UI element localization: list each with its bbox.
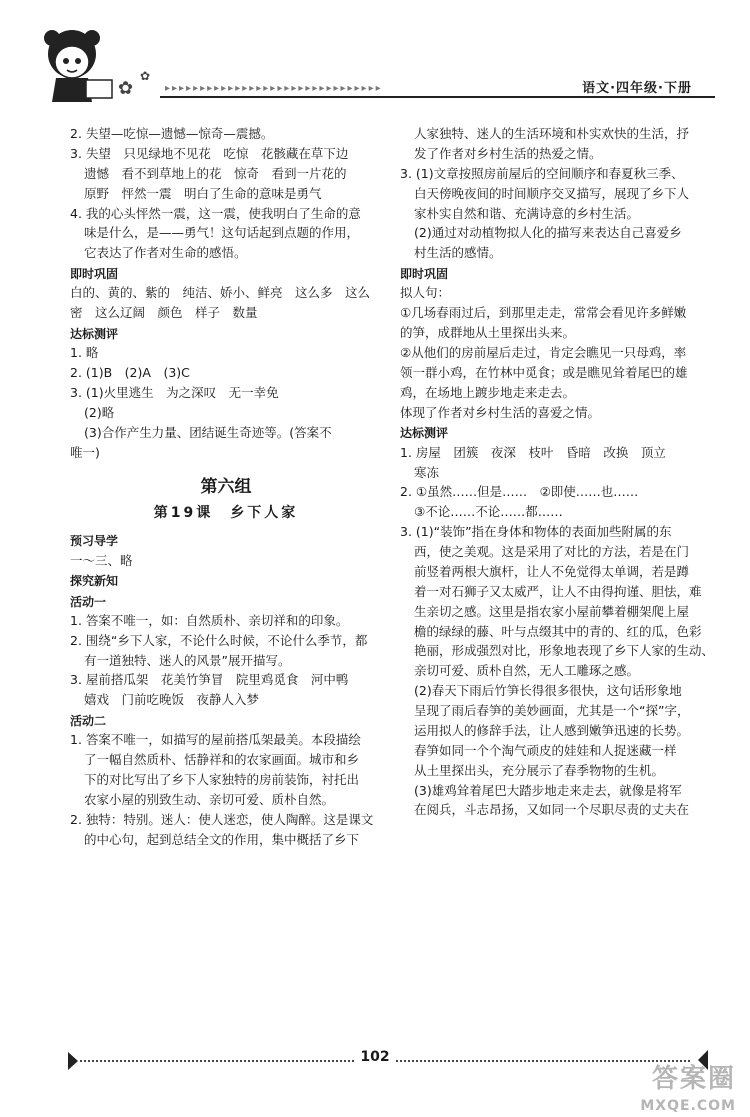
watermark-domain: MXQE.COM (640, 1098, 736, 1115)
section-heading: 即时巩固 (400, 267, 449, 282)
subject-label: 语文·四年级·下册 (582, 81, 692, 96)
answer-line: 下的对比写出了乡下人家独特的房前装饰，衬托出 (84, 772, 360, 788)
answer-line: 有一道独特、迷人的风景”展开描写。 (84, 652, 291, 668)
answer-line: 1. 答案不唯一，如：自然质朴、亲切祥和的印象。 (70, 612, 349, 628)
answer-line: 唯一) (70, 444, 100, 460)
answer-line: (2)春天下雨后竹笋长得很多很快，这句话形象地 (414, 683, 682, 699)
answer-line: 白的、黄的、紫的 纯洁、娇小、鲜亮 这么多 这么 (70, 285, 371, 301)
left-column (70, 126, 382, 852)
answer-line: 着一对石狮子又太威严，让人不由得拘谨、胆怯，难 (414, 583, 702, 599)
answer-line: 3. 失望 只见绿地不见花 吃惊 花骸藏在草下边 (70, 145, 349, 161)
answer-line: (3)合作产生力量、团结诞生奇迹等。(答案不 (84, 424, 332, 440)
answer-line: 的中心句，起到总结全文的作用，集中概括了乡下 (84, 831, 360, 847)
answer-line: 2. 围绕“乡下人家，不论什么时候，不论什么季节，都 (70, 632, 368, 648)
answer-line: 了一幅自然质朴、恬静祥和的农家画面。城市和乡 (84, 752, 360, 768)
section-heading: 达标测评 (400, 426, 449, 441)
answer-line: 从土里探出头，充分展示了春季物物的生机。 (414, 762, 665, 778)
answer-line: 发了作者对乡村生活的热爱之情。 (414, 145, 602, 161)
watermark-text: 答案圈 (651, 1064, 736, 1094)
group-title: 第六组 (200, 476, 252, 497)
activity-heading: 活动一 (70, 594, 107, 609)
answer-line: 3. (1)文章按照房前屋后的空间顺序和春夏秋三季、 (400, 165, 684, 181)
svg-text:✿: ✿ (140, 69, 151, 83)
answer-line: ②从他们的房前屋后走过，肯定会瞧见一只母鸡，率 (400, 344, 687, 360)
answer-line: 2. 失望—吃惊—遗憾—惊奇—震撼。 (70, 126, 274, 141)
answer-line: 体现了作者对乡村生活的喜爱之情。 (400, 404, 601, 420)
answer-line: 艳丽，形成强烈对比，形象地表现了乡下人家的生动、 (414, 643, 715, 659)
answer-line: 檐的绿绿的藤、叶与点缀其中的青的、红的瓜，色彩 (414, 623, 702, 639)
answer-line: 人家独特、迷人的生活环境和朴实欢快的生活，抒 (414, 126, 690, 141)
answer-line: 农家小屋的别致生动、亲切可爱、质朴自然。 (84, 791, 335, 807)
answer-line: 3. (1)火里逃生 为之深叹 无一幸免 (70, 385, 279, 400)
answer-line: 2. 独特：特别。迷人：使人迷恋，使人陶醉。这是课文 (70, 811, 374, 827)
answer-line: 1. 答案不唯一，如描写的屋前搭瓜架最美。本段描绘 (70, 732, 361, 748)
answer-line: 亲切可爱、质朴自然，无人工雕琢之感。 (414, 663, 640, 679)
answer-line: 家朴实自然和谐、充满诗意的乡村生活。 (414, 205, 640, 221)
answer-line: 寒冻 (414, 464, 440, 480)
answer-line: 遗憾 看不到草地上的花 惊奇 看到一片花的 (84, 165, 347, 181)
answer-line: (2)略 (84, 404, 115, 420)
right-column (400, 126, 716, 822)
answer-line: 3. 屋前搭瓜架 花美竹笋冒 院里鸡觅食 河中鸭 (70, 672, 349, 688)
answer-line: (2)通过对动植物拟人化的描写来表达自己喜爱乡 (414, 225, 682, 241)
activity-heading: 活动二 (70, 714, 107, 729)
footer-arrow-icon (66, 1050, 80, 1072)
page-footer (0, 1040, 750, 1080)
answer-line: ①几场春雨过后，到那里走走，常常会看见许多鲜嫩 (400, 305, 687, 321)
lesson-title: 第19课 乡下人家 (153, 505, 299, 522)
answer-line: 村生活的感情。 (414, 245, 502, 261)
answer-line: 春笋如同一个个淘气顽皮的娃娃和人捉迷藏一样 (414, 742, 677, 758)
answer-line: 领一群小鸡，在竹林中觅食；或是瞧见耸着尾巴的雄 (400, 364, 688, 380)
site-watermark (640, 1062, 736, 1116)
answer-line: 白天傍晚夜间的时间顺序交叉描写，展现了乡下人 (414, 185, 690, 201)
answer-line: 1. 略 (70, 345, 99, 361)
section-heading: 探究新知 (70, 574, 119, 589)
answer-line: 1. 房屋 团簇 夜深 枝叶 昏暗 改换 顶立 (400, 444, 666, 460)
header-decor-arrows: ▸▸▸▸▸▸▸▸▸▸▸▸▸▸▸▸▸▸▸▸▸▸▸▸▸▸▸▸▸▸▸ (165, 83, 383, 94)
answer-line: 味是什么，是——勇气！这句话起到点题的作用， (84, 225, 360, 241)
mascot-cartoon-girl-icon (22, 24, 172, 114)
answer-line: 前竖着两根大旗杆，让人不免觉得太单调，若是蹲 (414, 563, 690, 579)
page-number: 102 (355, 1048, 395, 1067)
section-heading: 即时巩固 (70, 267, 119, 282)
answer-line: 原野 怦然一震 明白了生命的意味是勇气 (84, 185, 322, 201)
answer-line: 在阅兵，斗志昂扬，又如同一个尽职尽责的丈夫在 (414, 802, 690, 818)
answer-line: 呈现了雨后春笋的美妙画面，尤其是一个“探”字， (414, 703, 690, 718)
answer-line: 的笋，成群地从土里探出头来。 (400, 325, 576, 341)
answer-line: 2. ①虽然……但是…… ②即使……也…… (400, 484, 639, 500)
svg-text:✿: ✿ (118, 78, 134, 99)
answer-line: 2. (1)B (2)A (3)C (70, 365, 190, 381)
answer-line: 嬉戏 门前吃晚饭 夜静人入梦 (84, 692, 260, 708)
answer-line: 生亲切之感。这里是指农家小屋前攀着棚架爬上屋 (414, 603, 690, 619)
answer-line: ③不论……不论……都…… (414, 504, 563, 520)
section-heading: 达标测评 (70, 327, 119, 342)
answer-line: 3. (1)“装饰”指在身体和物体的表面加些附属的东 (400, 524, 672, 540)
answer-line: 西，使之美观。这是采用了对比的方法，若是在门 (414, 544, 690, 559)
answer-line: 密 这么辽阔 颜色 样子 数量 (70, 305, 258, 321)
page-header (0, 0, 750, 120)
answer-line: 拟人句： (400, 285, 451, 301)
answer-line: 4. 我的心头怦然一震，这一震，使我明白了生命的意 (70, 205, 361, 221)
section-heading: 预习导学 (70, 534, 119, 549)
answer-line: 一～三、略 (70, 552, 133, 568)
answer-line: (3)雄鸡耸着尾巴大踏步地走来走去，就像是将军 (414, 782, 682, 798)
answer-line: 运用拟人的修辞手法，让人感到嫩笋迅速的长势。 (414, 722, 690, 738)
answer-line: 鸡，在场地上踱步地走来走去。 (400, 384, 576, 400)
answer-line: 它表达了作者对生命的感悟。 (84, 245, 247, 261)
